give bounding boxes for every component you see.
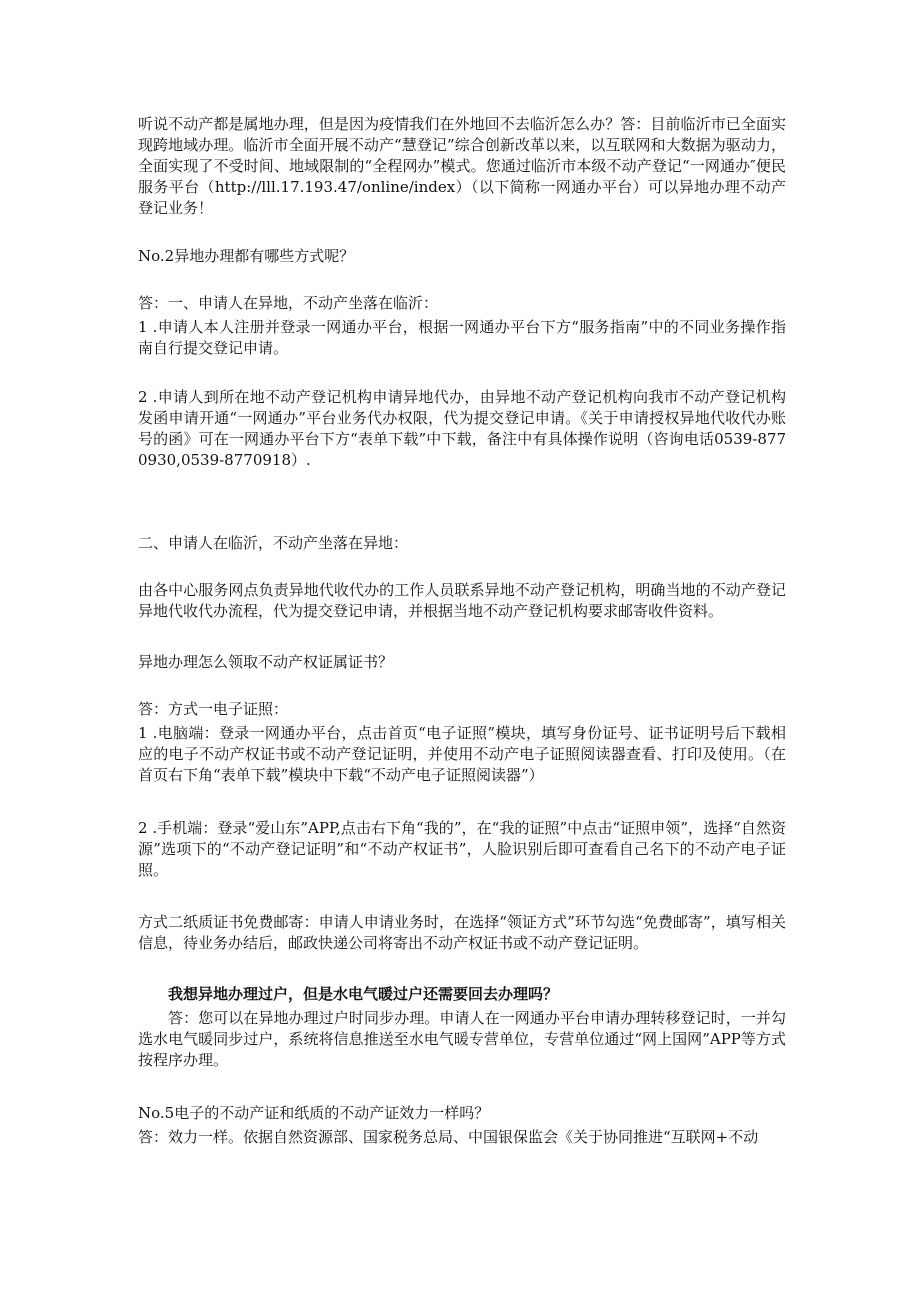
intro-paragraph: 听说不动产都是属地办理，但是因为疫情我们在外地回不去临沂怎么办？答：目前临沂市已全面实现跨地域办理。临沂市全面开展不动产“慧登记”综合创新改革以来，以互联网和大数据为驱动力，全面实现了不受时间、地域限制的“全程网办”模式。您通过临沂市本级不动产登记“一网通办″便民服务平台（http://lll.17.193.47/online/index）（以下简称一网通办平台）可以异地办理不动产登记业务！ — [138, 115, 786, 217]
q2-case2-body: 由各中心服务网点负责异地代收代办的工作人员联系异地不动产登记机构，明确当地的不动产登记异地代收代办流程，代为提交登记申请，并根据当地不动产登记机构要求邮寄收件资料。 — [138, 581, 786, 620]
q2-case1-item2: 2 .申请人到所在地不动产登记机构申请异地代办，由异地不动产登记机构向我市不动产登记机构发函申请开通“一网通办”平台业务代办权限，代为提交登记申请。《关于申请授权异地代收代办账号的函》可在一网通办平台下方“表单下载”中下载，备注中有具体操作说明（咨询电话0539-8770930,0539-8770918）. — [138, 388, 786, 469]
q2-case1-heading: 答：一、申请人在异地，不动产坐落在临沂： — [138, 294, 439, 312]
q5-answer: 答：效力一样。依据自然资源部、国家税务总局、中国银保监会《关于协同推进“互联网+不动 — [138, 1128, 759, 1146]
q3-method1-item2: 2 .手机端：登录“爱山东”APP,点击右下角“我的”，在“我的证照”中点击“证照申领”，选择“自然资源”选项下的“不动产登记证明”和“不动产权证书”，人脸识别后即可查看自己名下的不动产电子证照。 — [138, 819, 786, 879]
q2-case2-heading: 二、申请人在临沂，不动产坐落在异地： — [138, 534, 409, 552]
question-3-title: 异地办理怎么领取不动产权证属证书？ — [138, 653, 394, 671]
q3-method2: 方式二纸质证书免费邮寄：申请人申请业务时，在选择“领证方式”环节勾选“免费邮寄”，填写相关信息，待业务办结后，邮政快递公司将寄出不动产权证书或不动产登记证明。 — [138, 913, 786, 952]
question-2-title: No.2异地办理都有哪些方式呢？ — [138, 247, 355, 265]
q3-method1-heading: 答：方式一电子证照： — [138, 700, 289, 718]
q4-answer: 答：您可以在异地办理过户时同步办理。申请人在一网通办平台申请办理转移登记时，一并勾选水电气暖同步过户，系统将信息推送至水电气暖专营单位，专营单位通过“网上国网”APP等方式按程序办理。 — [138, 1009, 786, 1069]
question-5-title: No.5电子的不动产证和纸质的不动产证效力一样吗？ — [138, 1104, 490, 1122]
question-4-title: 我想异地办理过户，但是水电气暖过户还需要回去办理吗？ — [168, 985, 559, 1003]
q2-case1-item1: 1 .申请人本人注册并登录一网通办平台，根据一网通办平台下方“服务指南”中的不同业务操作指南自行提交登记申请。 — [138, 318, 786, 357]
q3-method1-item1: 1 .电脑端：登录一网通办平台，点击首页“电子证照”模块，填写身份证号、证书证明号后下载相应的电子不动产权证书或不动产登记证明，并使用不动产电子证照阅读器查看、打印及使用。（在首页右下角“表单下载”模块中下载“不动产电子证照阅读器”） — [138, 724, 786, 784]
